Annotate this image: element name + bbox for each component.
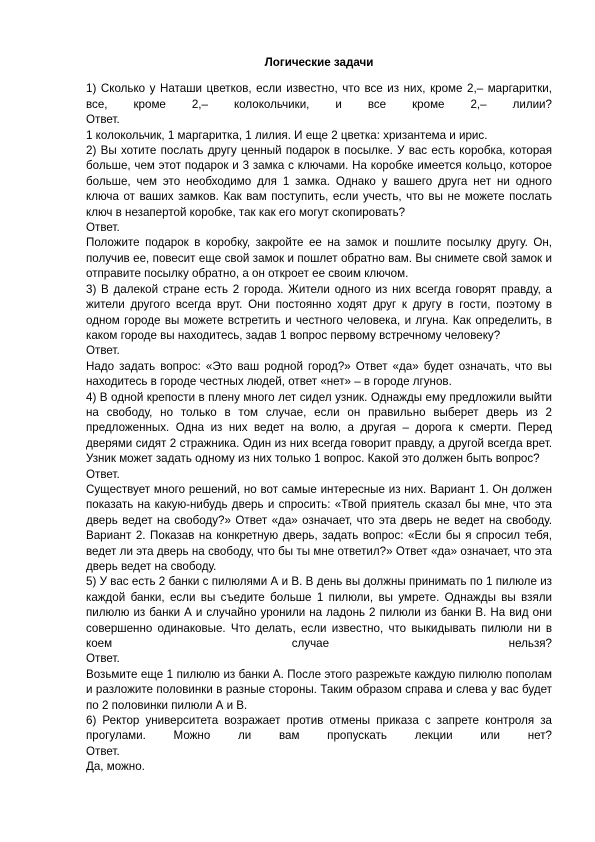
problem-6-answer-label: Ответ. — [86, 744, 120, 758]
problem-5-question: 5) У вас есть 2 банки с пилюлями А и В. В день вы должны принимать по 1 пилюле из каждой банки, если вы съедите больше 1 пилюли, вы умрете. Однажды вы взяли пилюлю из банки А и случайно уронили на ладонь 2 пилюли из банки В. На вид они совершенно одинаковые. Что делать, если известно, что выкидывать пилюли ни в коем случае нельзя? — [86, 575, 552, 651]
problem-3-answer: Надо задать вопрос: «Это ваш родной город?» Ответ «да» будет означать, что вы находитесь в городе честных людей, ответ «нет» – в городе лгунов. — [86, 359, 552, 389]
problem-4 — [86, 390, 552, 575]
problem-6-answer: Да, можно. — [86, 760, 145, 774]
problem-6-question: 6) Ректор университета возражает против отмены приказа с запрете контроля за прогулами. Можно ли вам пропускать лекции или нет? — [86, 714, 552, 743]
problem-5-answer: Возьмите еще 1 пилюлю из банки А. После этого разрежьте каждую пилюлю пополам и разложите половинки в разные стороны. Таким образом справа и слева у вас будет по 2 половинки пилюли А и В. — [86, 667, 552, 712]
problem-3-answer-label: Ответ. — [86, 344, 120, 358]
problem-6 — [86, 713, 552, 775]
problem-5 — [86, 574, 552, 713]
problem-1-answer: 1 колокольчик, 1 маргаритка, 1 лилия. И еще 2 цветка: хризантема и ирис. — [86, 128, 488, 142]
problem-1-answer-label: Ответ. — [86, 113, 120, 127]
problem-2-question: 2) Вы хотите послать другу ценный подарок в посылке. У вас есть коробка, которая больше, чем этот подарок и 3 замка с ключами. На коробке имеется кольцо, которое больше, чем это необходимо для 1 замка. Однако у вашего друга нет ни одного ключа от ваших замков. Как вам поступить, если учесть, что вы не можете послать ключ в незапертой коробке, так как его могут скопировать? — [86, 144, 552, 219]
problem-2-answer-label: Ответ. — [86, 221, 120, 235]
document-page — [86, 55, 552, 775]
problem-2-answer: Положите подарок в коробку, закройте ее на замок и пошлите посылку другу. Он, получив ее, повесит еще свой замок и пошлет обратно вам. Вы снимете свой замок и отправите посылку обратно, а он откроет ее своим ключом. — [86, 236, 552, 281]
problem-3-question: 3) В далекой стране есть 2 города. Жители одного из них всегда говорят правду, а жители другого всегда врут. Они постоянно ходят друг к другу в гости, поэтому в одном городе вы можете встретить и честного человека, и лгуна. Как определить, в каком городе вы находитесь, задав 1 вопрос первому встречному человеку? — [86, 282, 552, 342]
problem-4-answer: Существует много решений, но вот самые интересные из них. Вариант 1. Он должен показать на какую-нибудь дверь и спросить: «Твой приятель сказал бы мне, что эта дверь ведет на свободу?» Ответ «да» означает, что эта дверь не ведет на свободу. Вариант 2. Показав на конкретную дверь, задать вопрос: «Если бы я спросил тебя, ведет ли эта дверь на свободу, что бы ты мне ответил?» Ответ «да» означает, что эта дверь ведет на свободу. — [86, 482, 552, 573]
problem-1 — [86, 81, 552, 143]
problem-4-question: 4) В одной крепости в плену много лет сидел узник. Однажды ему предложили выйти на свободу, но только в том случае, если он правильно выберет дверь из 2 предложенных. Одна из них ведет на волю, а другая – дорога к смерти. Перед дверями сидят 2 стражника. Один из них всегда говорит правду, а другой всегда врет. Узник может задать одному из них только 1 вопрос. Какой это должен быть вопрос? — [86, 390, 552, 466]
problem-4-answer-label: Ответ. — [86, 467, 120, 481]
problem-3 — [86, 282, 552, 390]
problem-5-answer-label: Ответ. — [86, 652, 120, 666]
problem-2 — [86, 143, 552, 282]
page-title: Логические задачи — [264, 56, 374, 69]
problem-1-question: 1) Сколько у Наташи цветков, если известно, что все из них, кроме 2,– маргаритки, все, кроме 2,– колокольчики, и все кроме 2,– лилии? — [86, 82, 552, 111]
